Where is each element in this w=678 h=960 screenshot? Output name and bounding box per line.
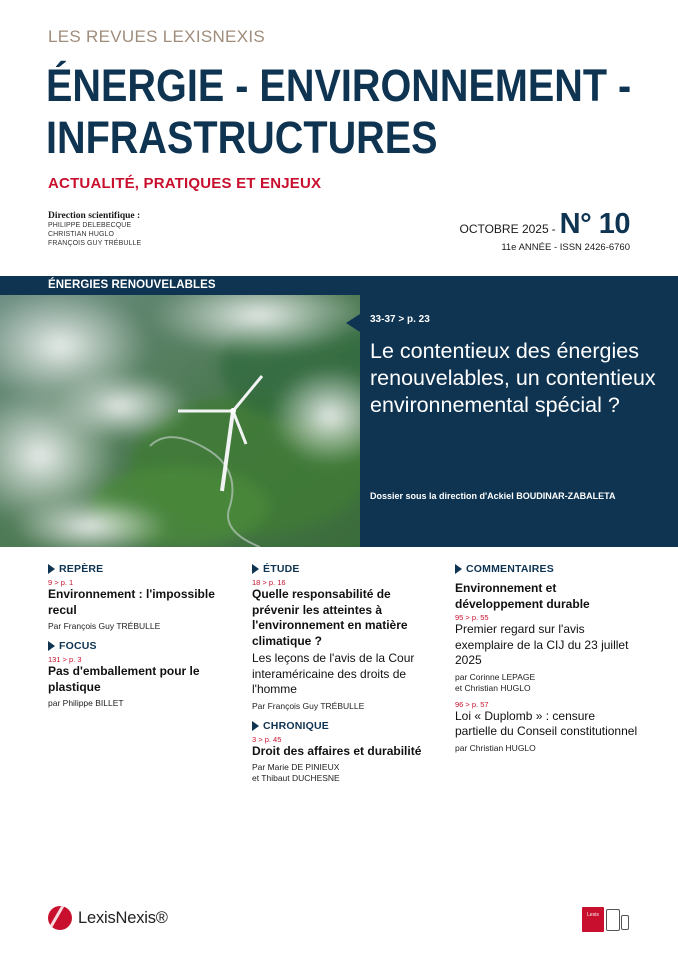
- article-title[interactable]: Premier regard sur l'avis exemplaire de la CIJ du 23 juillet 2025: [455, 622, 629, 667]
- issue-separator: -: [551, 222, 556, 236]
- rubric-heading: FOCUS: [48, 640, 228, 652]
- triangle-bullet-icon: [48, 641, 55, 651]
- article-focus[interactable]: [48, 640, 228, 709]
- article-commentaire[interactable]: [455, 700, 640, 754]
- author-line: par Corinne LEPAGE: [455, 671, 536, 682]
- column-middle: [252, 563, 432, 790]
- issue-info: [459, 208, 630, 253]
- journal-title: [46, 60, 632, 164]
- category-bar: [0, 276, 360, 295]
- panel-notch: [346, 314, 360, 332]
- article-author: [252, 762, 432, 784]
- category-label: ÉNERGIES RENOUVELABLES: [48, 279, 216, 291]
- dossier-panel: [360, 276, 678, 547]
- book-icon: Lexis: [582, 907, 604, 932]
- author-line: Par Marie DE PINIEUX: [252, 762, 340, 772]
- article-title[interactable]: Droit des affaires et durabilité: [252, 743, 422, 758]
- phone-icon: [621, 915, 629, 930]
- scientific-direction: [48, 211, 141, 248]
- article-author: Par François Guy TRÉBULLE: [48, 621, 161, 631]
- article-title[interactable]: Pas d'emballement pour le plastique: [48, 664, 200, 694]
- director-name: PHILIPPE DELEBECQUE: [48, 222, 132, 229]
- journal-subtitle: ACTUALITÉ, PRATIQUES ET ENJEUX: [48, 175, 322, 192]
- article-author: [455, 672, 640, 694]
- page-ref: 3 > p. 45: [252, 734, 282, 744]
- article-author: par Philippe BILLET: [48, 698, 124, 708]
- article-author: par Christian HUGLO: [455, 742, 536, 753]
- article-repere[interactable]: [48, 563, 228, 632]
- director-name: FRANÇOIS GUY TRÉBULLE: [48, 240, 142, 247]
- article-commentaire[interactable]: [455, 613, 640, 694]
- tablet-icon: [606, 909, 620, 931]
- wind-turbine-illustration: [0, 276, 360, 547]
- rubric-heading: REPÈRE: [48, 563, 228, 575]
- logo-wordmark: LexisNexis®: [78, 908, 168, 927]
- journal-title-line1: ÉNERGIE - ENVIRONNEMENT -: [46, 60, 632, 111]
- journal-title-line2: INFRASTRUCTURES: [46, 112, 438, 163]
- author-line: et Thibaut DUCHESNE: [252, 773, 340, 783]
- triangle-bullet-icon: [455, 564, 462, 574]
- article-subtitle: Les leçons de l'avis de la Cour interaméricaine des droits de l'homme: [252, 651, 415, 696]
- page-ref: 96 > p. 57: [455, 699, 489, 709]
- digital-access-badge: [582, 907, 632, 933]
- column-left: [48, 563, 228, 715]
- article-title[interactable]: Loi « Duplomb » : censure partielle du Conseil constitutionnel: [455, 708, 638, 738]
- issue-year-issn: 11e ANNÉE - ISSN 2426-6760: [501, 242, 630, 253]
- dossier-ref: 33-37 > p. 23: [370, 314, 430, 325]
- rubric-heading: CHRONIQUE: [252, 720, 432, 732]
- article-etude[interactable]: [252, 563, 432, 712]
- hero-feature: [0, 276, 678, 547]
- lexisnexis-emblem-icon: [48, 906, 72, 930]
- triangle-bullet-icon: [252, 564, 259, 574]
- page-ref: 9 > p. 1: [48, 578, 74, 587]
- page-ref: 18 > p. 16: [252, 578, 286, 587]
- rubric-heading: ÉTUDE: [252, 563, 432, 575]
- commentaries-heading: Environnement et développement durable: [455, 581, 590, 611]
- director-name: CHRISTIAN HUGLO: [48, 231, 115, 238]
- author-line: et Christian HUGLO: [455, 682, 531, 693]
- issue-number: N° 10: [559, 208, 630, 240]
- page-ref: 131 > p. 3: [48, 655, 82, 664]
- column-right: [455, 563, 640, 760]
- publisher-name: LES REVUES LEXISNEXIS: [48, 27, 265, 46]
- lexisnexis-logo[interactable]: [48, 906, 168, 930]
- wind-turbine-photo: [0, 276, 360, 547]
- article-chronique[interactable]: [252, 720, 432, 785]
- dossier-credit: Dossier sous la direction d'Ackiel BOUDINAR-ZABALETA: [370, 491, 616, 501]
- page-ref: 95 > p. 55: [455, 613, 489, 622]
- article-author: Par François Guy TRÉBULLE: [252, 700, 365, 711]
- direction-label: Direction scientifique :: [48, 211, 141, 221]
- triangle-bullet-icon: [252, 721, 259, 731]
- dossier-headline[interactable]: Le contentieux des énergies renouvelables, un contentieux environnemental spécial ?: [370, 339, 656, 417]
- issue-date: OCTOBRE 2025: [459, 222, 549, 236]
- rubric-heading: COMMENTAIRES: [455, 563, 640, 575]
- article-title[interactable]: Environnement : l'impossible recul: [48, 587, 215, 617]
- triangle-bullet-icon: [48, 564, 55, 574]
- article-title[interactable]: Quelle responsabilité de prévenir les atteintes à l'environnement en matière climatique ?: [252, 587, 408, 648]
